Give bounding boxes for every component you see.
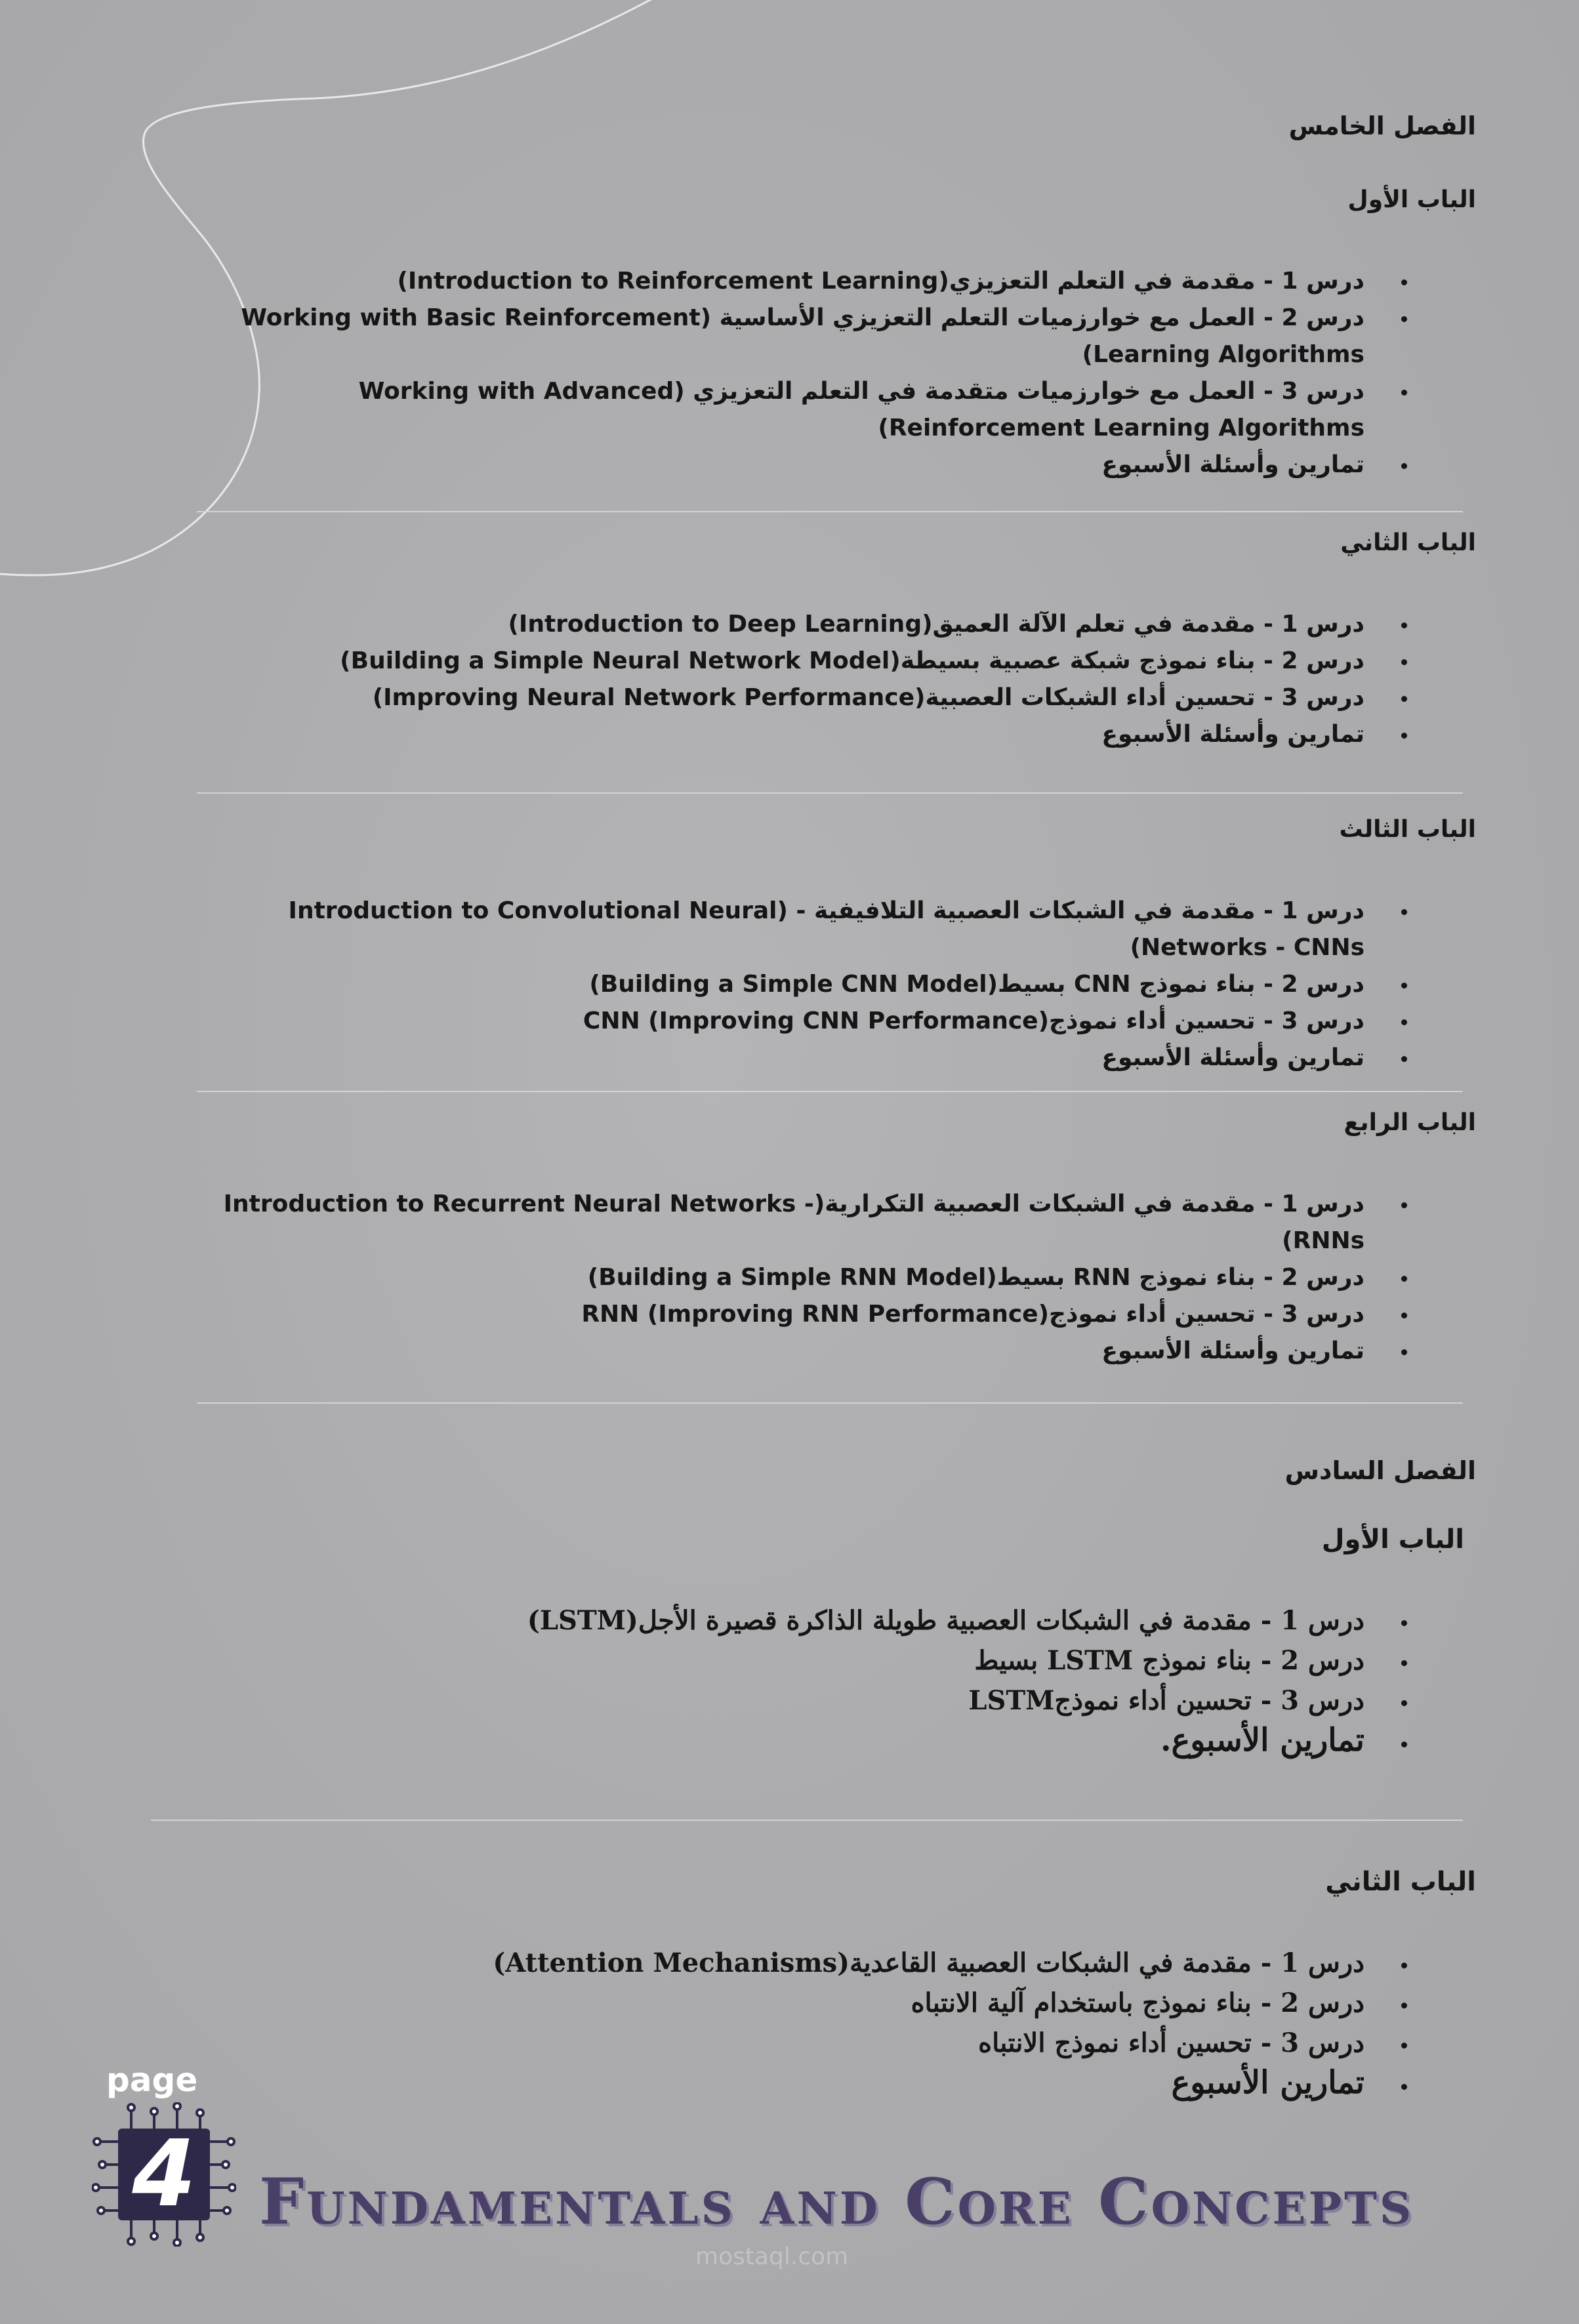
list-item: • تمارين وأسئلة الأسبوع [197,716,1391,753]
list-item: • درس 3 - تحسين أداء نموذجLSTM [197,1681,1391,1721]
lesson-list [197,263,1463,483]
list-item: • درس 2 - بناء نموذج CNN بسيط(Building a Simple CNN Model) [197,966,1391,1003]
list-item: • درس 3 - العمل مع خوارزميات متقدمة في التعلم التعزيزي (Working with Advanced Reinforcement Learning Algorithms) [197,373,1391,447]
list-item: • درس 1 - مقدمة في الشبكات العصبية التكرارية(Introduction to Recurrent Neural Networks - RNNs) [197,1186,1391,1259]
list-item: • درس 2 - بناء نموذج LSTM بسيط [197,1641,1391,1681]
list-item: • درس 1 - مقدمة في الشبكات العصبية طويلة الذاكرة قصيرة الأجل(LSTM) [197,1600,1391,1641]
section-title: الباب الأول [1347,186,1476,213]
list-item: • درس 3 - تحسين أداء نموذج(RNN (Improving RNN Performance [197,1296,1391,1333]
section-title: الباب الثاني [1325,1867,1476,1897]
list-item: • درس 2 - بناء نموذج باستخدام آلية الانتباه [197,1983,1391,2023]
chapter-6-title: الفصل السادس [1284,1456,1476,1485]
list-item: • درس 2 - العمل مع خوارزميات التعلم التعزيزي الأساسية (Working with Basic Reinforcement Learning Algorithms) [197,300,1391,373]
chapter-5-title: الفصل الخامس [1288,112,1476,140]
page-label: page [106,2061,198,2099]
lesson-list [197,1186,1463,1370]
list-item: • درس 3 - تحسين أداء نموذج(CNN (Improving CNN Performance [197,1003,1391,1040]
lesson-list [197,606,1463,753]
list-item: • درس 1 - مقدمة في الشبكات العصبية القاعدية(Attention Mechanisms) [197,1943,1391,1983]
list-item: • درس 3 - تحسين أداء الشبكات العصبية(Improving Neural Network Performance) [197,680,1391,716]
table-of-contents [197,98,1476,2103]
list-item: • درس 1 - مقدمة في تعلم الآلة العميق(Introduction to Deep Learning) [197,606,1391,643]
chip-icon [92,2102,236,2247]
section-title: الباب الرابع [1343,1109,1476,1136]
divider [197,511,1463,512]
section-title: الباب الأول [1321,1524,1464,1555]
list-item: • درس 2 - بناء نموذج RNN بسيط(Building a Simple RNN Model) [197,1259,1391,1296]
divider [197,1091,1463,1092]
lesson-list [197,1943,1463,2103]
section-title: الباب الثاني [1340,529,1476,556]
divider [197,792,1463,794]
list-item: • تمارين الأسبوع. [197,1721,1391,1761]
footer-title: Fundamentals and Core Concepts [259,2165,1414,2239]
list-item: • درس 2 - بناء نموذج شبكة عصبية بسيطة(Building a Simple Neural Network Model) [197,643,1391,680]
list-item: • تمارين وأسئلة الأسبوع [197,1333,1391,1370]
watermark: mostaql.com [695,2243,849,2270]
lesson-list [197,893,1463,1076]
lesson-list [197,1600,1463,1761]
list-item: • درس 3 - تحسين أداء نموذج الانتباه [197,2023,1391,2063]
list-item: • تمارين الأسبوع [197,2063,1391,2103]
list-item: • تمارين وأسئلة الأسبوع [197,1040,1391,1076]
section-title: الباب الثالث [1339,816,1476,843]
list-item: • تمارين وأسئلة الأسبوع [197,447,1391,483]
list-item: • درس 1 - مقدمة في التعلم التعزيزي(Introduction to Reinforcement Learning) [197,263,1391,300]
list-item: • درس 1 - مقدمة في الشبكات العصبية التلافيفية - (Introduction to Convolutional Neural Networks - CNNs) [197,893,1391,966]
divider [151,1820,1463,1821]
page-number: 4 [132,2121,196,2228]
divider [197,1402,1463,1404]
